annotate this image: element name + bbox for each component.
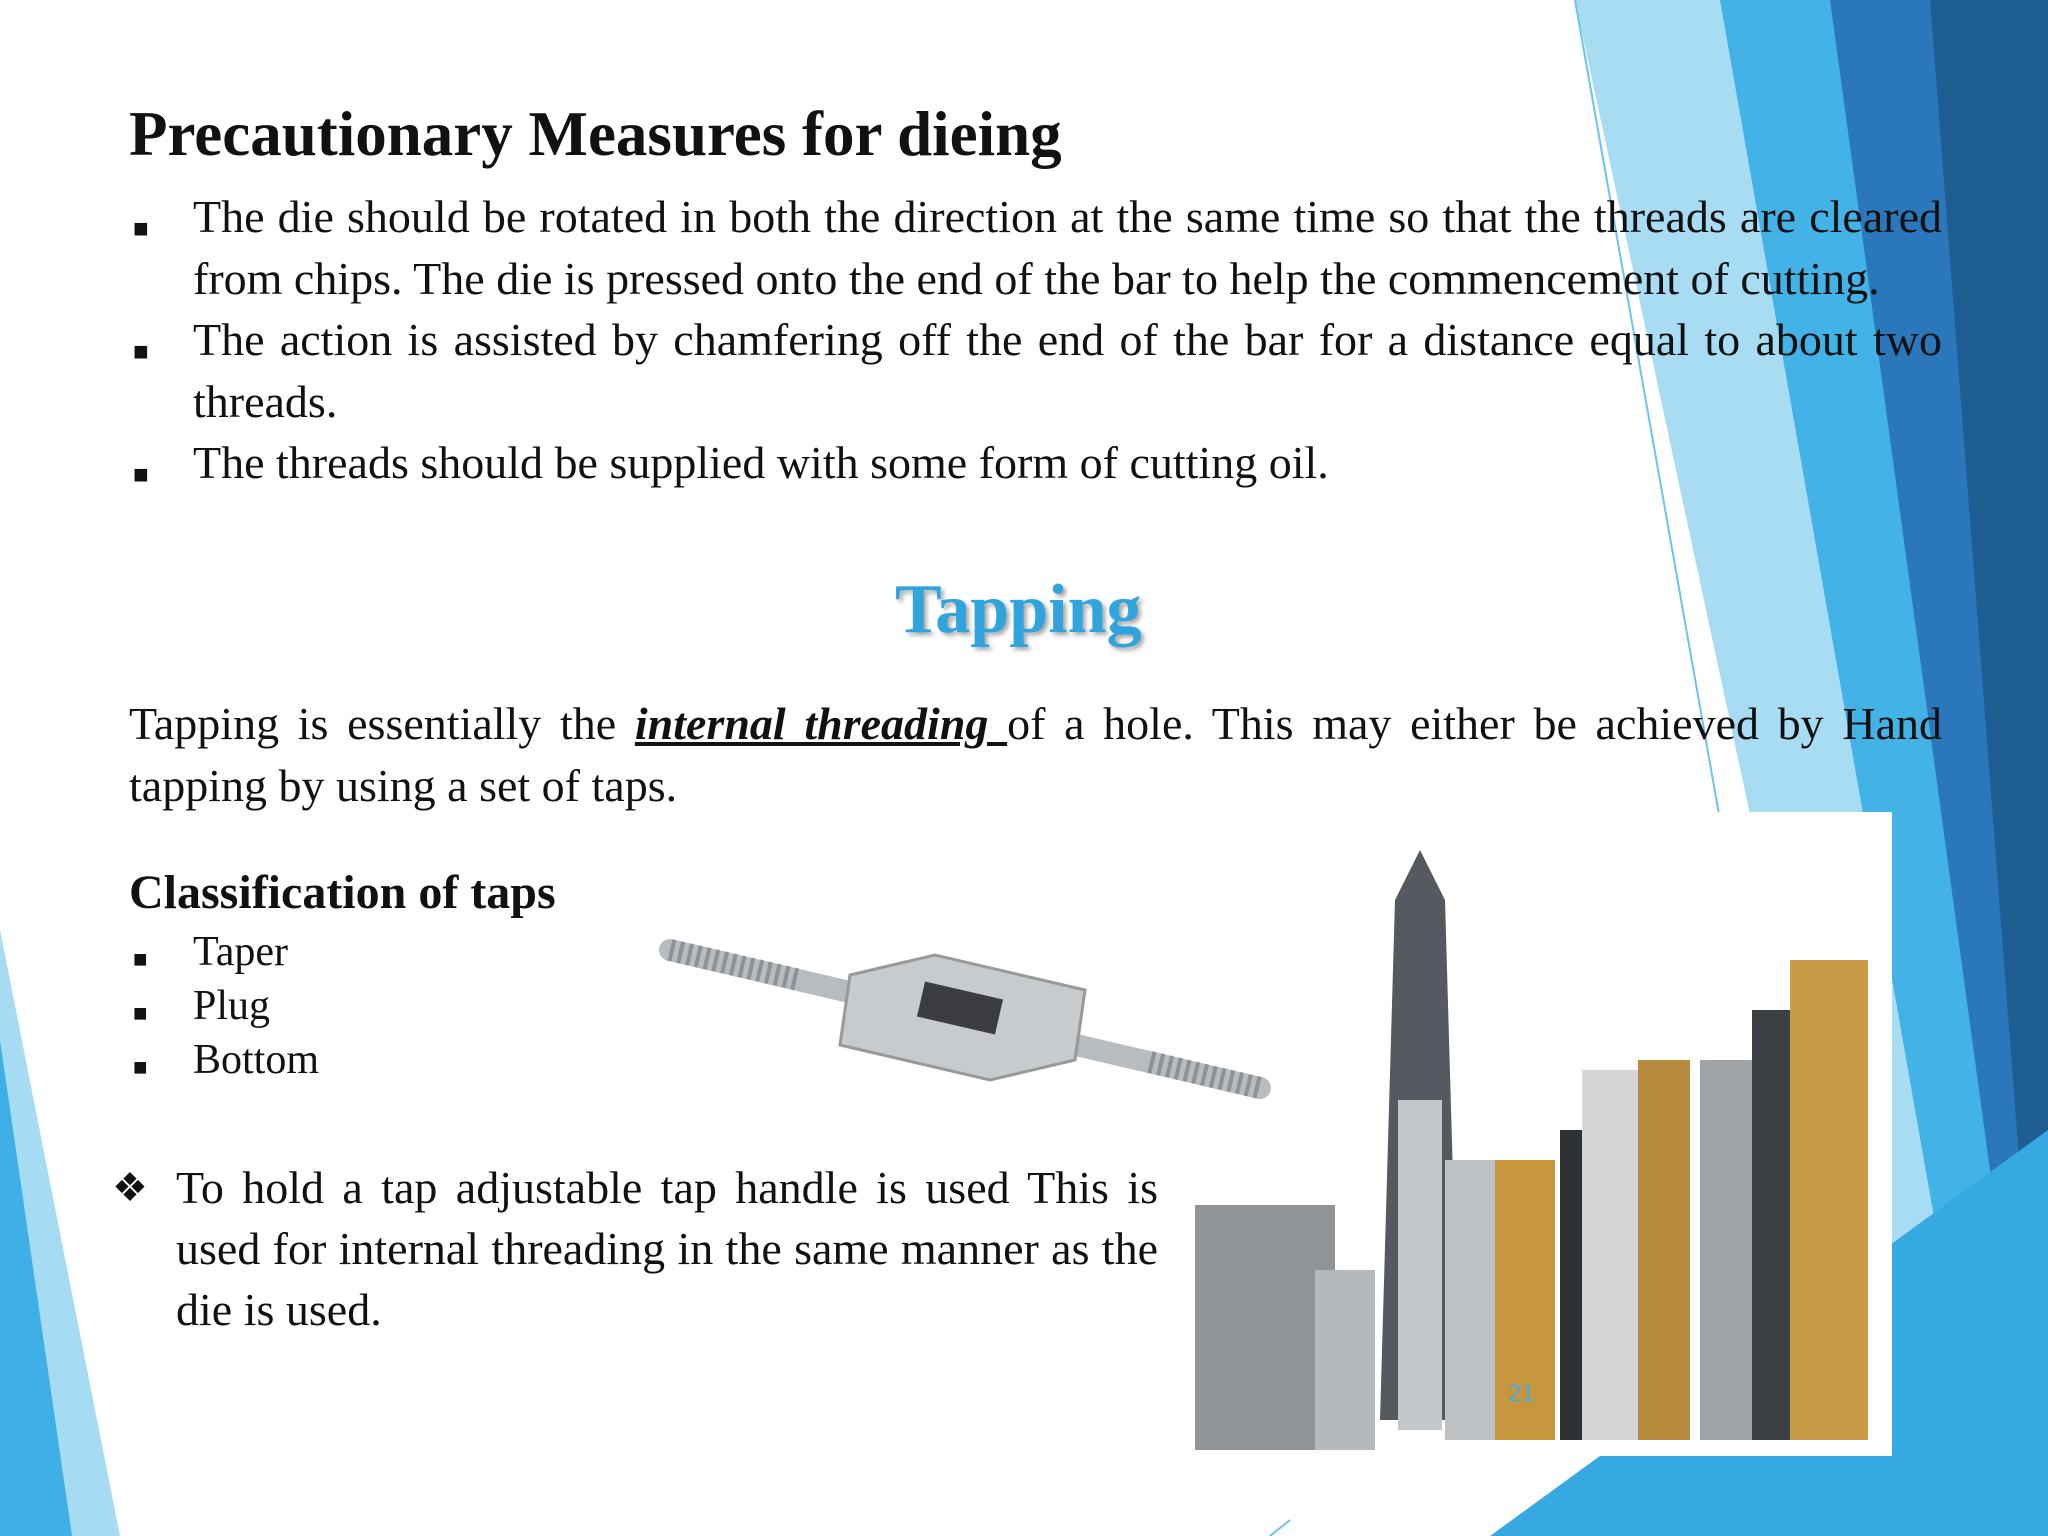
classification-list	[129, 925, 319, 1087]
list-item: ■ Taper	[129, 925, 319, 979]
bullet-square-icon: ■	[133, 460, 149, 489]
list-item: ■ The die should be rotated in both the direction at the same time so that the threads are cleared from chips. The die is pressed onto the end of the bar to help the commencement of cutting.	[133, 191, 1942, 304]
bullet-square-icon: ■	[133, 214, 149, 243]
precautions-list	[129, 186, 1942, 494]
bullet-square-icon: ■	[133, 1001, 148, 1027]
page-title: Precautionary Measures for dieing	[129, 99, 1062, 169]
tapping-paragraph: Tapping is essentially the internal threading of a hole. This may either be achieved by Hand tapping by using a set of taps.	[129, 698, 1943, 811]
classification-heading: Classification of taps	[129, 866, 556, 919]
emphasis-text: internal threading	[634, 698, 1008, 749]
list-item: ■ Bottom	[129, 1033, 319, 1087]
list-item: ■ The action is assisted by chamfering off the end of the bar for a distance equal to about two threads.	[133, 314, 1942, 427]
page-number: 21	[1508, 1380, 1535, 1407]
bullet-square-icon: ■	[133, 337, 149, 366]
tap-handle-note: ❖ To hold a tap adjustable tap handle is used This is used for internal threading in the same manner as the die is used.	[112, 1157, 1158, 1340]
list-item: ■ Plug	[129, 979, 319, 1033]
diamond-bullet-icon: ❖	[112, 1165, 148, 1210]
thin-diagonal-line-2	[1270, 1520, 1290, 1536]
bullet-square-icon: ■	[133, 1055, 148, 1081]
list-item: ■ The threads should be supplied with some form of cutting oil.	[129, 432, 1942, 494]
section-heading-tapping: Tapping	[895, 571, 1142, 648]
bullet-square-icon: ■	[133, 947, 148, 973]
